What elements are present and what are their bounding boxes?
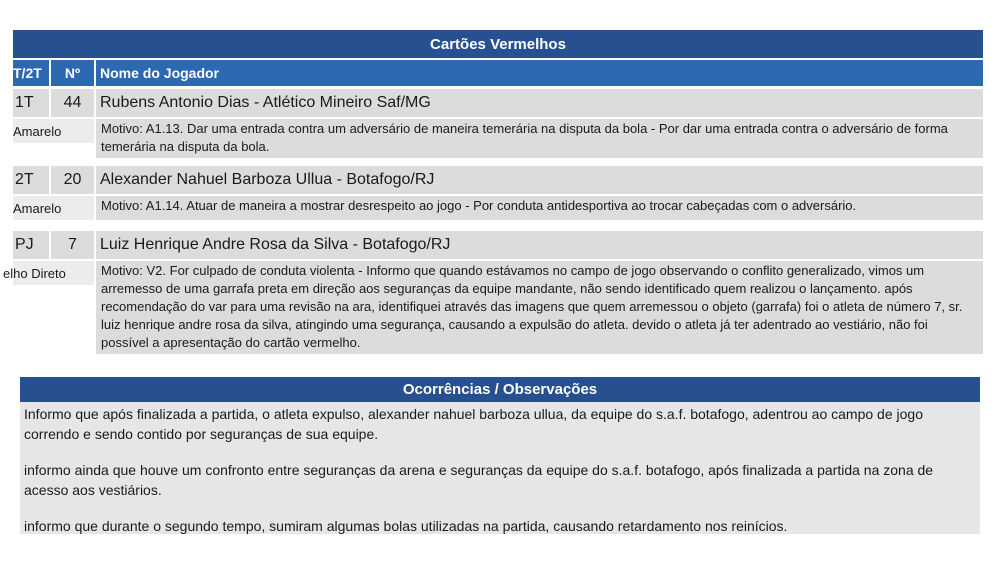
card-player-number: 20 (51, 166, 94, 194)
observations-title: Ocorrências / Observações (20, 377, 980, 402)
observation-paragraph: informo que durante o segundo tempo, sumiram algumas bolas utilizadas na partida, causando retardamento nos reinícios. (24, 518, 788, 534)
observation-paragraph: informo ainda que houve um confronto entre seguranças da arena e seguranças da equipe do s.a.f. botafogo, após finalizada a partida na zona de acesso aos vestiários. (24, 462, 934, 498)
red-card-entry (3, 231, 983, 354)
header-number: Nº (51, 60, 94, 86)
card-type: elho Direto (13, 261, 94, 285)
card-player-name: Alexander Nahuel Barboza Ullua - Botafogo/RJ (96, 166, 983, 194)
card-player-name: Rubens Antonio Dias - Atlético Mineiro Saf/MG (96, 89, 983, 117)
observations-body (20, 402, 980, 534)
observation-paragraph: Informo que após finalizada a partida, o atleta expulso, alexander nahuel barboza ullua, da equipe do s.a.f. botafogo, adentrou ao campo de jogo correndo e sendo contido por seguranças de sua equipe. (24, 406, 923, 442)
card-type: Amarelo (13, 119, 94, 143)
card-reason: Motivo: A1.14. Atuar de maneira a mostrar desrespeito ao jogo - Por conduta antidesportiva ao trocar cabeçadas com o adversário. (96, 196, 983, 220)
card-reason: Motivo: A1.13. Dar uma entrada contra um adversário de maneira temerária na disputa da bola - Por dar uma entrada contra o adversário de forma temerária na disputa da bola. (96, 119, 983, 158)
card-player-name: Luiz Henrique Andre Rosa da Silva - Botafogo/RJ (96, 231, 983, 259)
card-player-number: 44 (51, 89, 94, 117)
header-period: T/2T (13, 60, 49, 86)
red-card-entry (13, 166, 983, 220)
card-period: 2T (13, 166, 49, 194)
card-reason: Motivo: V2. For culpado de conduta violenta - Informo que quando estávamos no campo de jogo observando o conflito generalizado, vimos um arremesso de uma garrafa preta em direção aos seguranças da equipe mandante, não sendo identificado quem realizou o lançamento. após recomendação do var para uma revisão na ara, identifiquei através das imagens que quem arremessou o objeto (garrafa) foi o atleta de número 7, sr. luiz henrique andre rosa da silva, atingindo uma segurança, causando a expulsão do atleta. devido o atleta já ter adentrado ao vestiário, não foi possível a apresentação do cartão vermelho. (96, 261, 983, 354)
card-type: Amarelo (13, 196, 94, 220)
red-cards-title: Cartões Vermelhos (13, 30, 983, 58)
header-player: Nome do Jogador (96, 60, 983, 86)
red-card-entry (13, 89, 983, 158)
card-player-number: 7 (51, 231, 94, 259)
card-period: 1T (13, 89, 49, 117)
card-period: PJ (13, 231, 49, 259)
red-cards-header-row (13, 60, 983, 86)
